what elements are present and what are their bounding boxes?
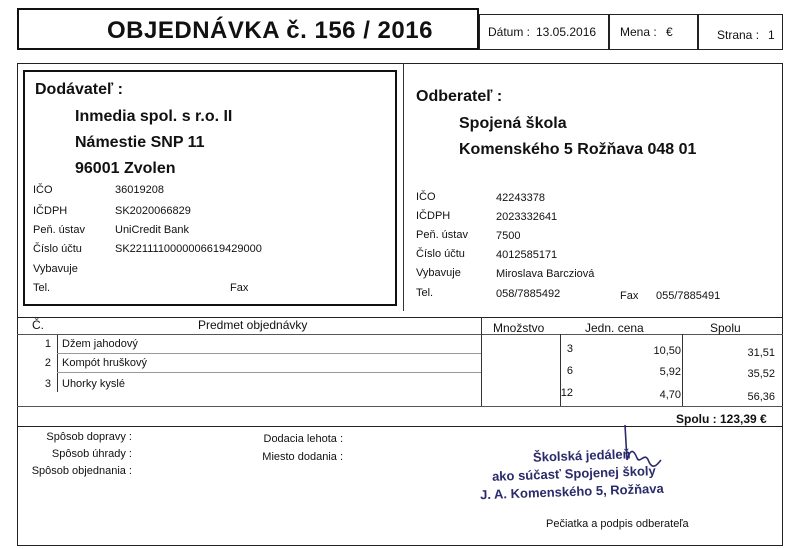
table-row: [17, 373, 783, 403]
sum-value: 123,39 €: [720, 412, 767, 426]
sum-label: Spolu :: [676, 412, 717, 426]
supplier-account-value: SK2211110000006619429000: [115, 243, 262, 255]
supplier-name: Inmedia spol. s r.o. II: [75, 108, 233, 125]
row-total: 56,36: [747, 391, 775, 403]
row-price: 10,50: [653, 345, 681, 357]
row-qty: 3: [566, 343, 573, 355]
payment-label: Spôsob úhrady :: [51, 448, 132, 460]
signature-label: Pečiatka a podpis odberateľa: [546, 518, 689, 530]
supplier-icdph-label: IČDPH: [33, 205, 68, 217]
row-item: Džem jahodový: [62, 338, 138, 350]
row-total: 31,51: [747, 347, 775, 359]
header-qty: Množstvo: [493, 321, 545, 335]
supplier-bank-label: Peň. ústav: [33, 224, 85, 236]
supplier-box: [23, 70, 397, 306]
customer-account-label: Číslo účtu: [416, 248, 465, 260]
row-item: Kompót hruškový: [62, 357, 147, 369]
supplier-bank-value: UniCredit Bank: [115, 224, 189, 236]
customer-ico-label: IČO: [416, 191, 436, 203]
row-price: 5,92: [659, 366, 681, 378]
customer-fax-value: 055/7885491: [656, 290, 721, 302]
customer-heading: Odberateľ :: [416, 88, 503, 105]
customer-contact-value: Miroslava Barcziová: [496, 268, 595, 280]
row-no-divider: [57, 354, 58, 373]
customer-account-value: 4012585171: [496, 249, 558, 261]
header-no: Č.: [32, 318, 44, 332]
customer-bank-label: Peň. ústav: [416, 229, 468, 241]
customer-name: Spojená škola: [459, 115, 567, 132]
row-no: 1: [44, 338, 51, 350]
supplier-street: Námestie SNP 11: [75, 134, 205, 151]
customer-fax-label: Fax: [620, 290, 639, 302]
customer-icdph-label: IČDPH: [416, 210, 451, 222]
page-box: [698, 14, 783, 50]
page-value: 1: [768, 28, 775, 42]
table-row: [17, 335, 783, 359]
order-method-label: Spôsob objednania :: [31, 465, 132, 477]
date-box: [479, 14, 609, 50]
row-total: 35,52: [747, 368, 775, 380]
row-qty: 6: [566, 365, 573, 377]
stamp-line-3: J. A. Komenského 5, Rožňava: [479, 480, 664, 503]
stamp-line-2: ako súčasť Spojenej školy: [491, 463, 656, 484]
supplier-city: 96001 Zvolen: [75, 160, 176, 177]
customer-tel-label: Tel.: [416, 287, 434, 299]
signature-scribble: [615, 420, 665, 480]
title-box: [17, 8, 479, 50]
row-no-divider: [57, 335, 58, 354]
supplier-ico-value: 36019208: [115, 184, 164, 196]
supplier-icdph-value: SK2020066829: [115, 205, 191, 217]
table-sum-line: [17, 406, 783, 407]
stamp-line-1: Školská jedáleň: [532, 446, 631, 465]
row-no: 2: [44, 357, 51, 369]
currency-box: [609, 14, 698, 50]
customer-divider: [403, 63, 404, 311]
transport-label: Spôsob dopravy :: [46, 431, 132, 443]
delivery-time-label: Dodacia lehota :: [263, 433, 343, 445]
customer-icdph-value: 2023332641: [496, 211, 558, 223]
page-label: Strana :: [717, 28, 760, 42]
row-qty: 12: [560, 387, 573, 399]
date-label: Dátum :: [488, 25, 531, 39]
customer-contact-label: Vybavuje: [416, 267, 461, 279]
header-total: Spolu: [710, 321, 741, 335]
currency-label: Mena :: [620, 25, 657, 39]
header-item: Predmet objednávky: [198, 318, 308, 332]
delivery-place-label: Miesto dodania :: [262, 451, 343, 463]
currency-value: €: [666, 25, 673, 39]
row-item: Uhorky kyslé: [62, 378, 125, 390]
supplier-heading: Dodávateľ :: [35, 81, 123, 98]
supplier-fax-label: Fax: [230, 282, 249, 294]
customer-tel-value: 058/7885492: [496, 288, 561, 300]
customer-address: Komenského 5 Rožňava 048 01: [459, 141, 697, 158]
customer-bank-value: 7500: [496, 230, 521, 242]
supplier-contact-label: Vybavuje: [33, 263, 78, 275]
customer-ico-value: 42243378: [496, 192, 545, 204]
supplier-tel-label: Tel.: [33, 282, 51, 294]
order-title: OBJEDNÁVKA č. 156 / 2016: [107, 17, 433, 44]
row-price: 4,70: [659, 389, 681, 401]
table-row: [17, 354, 783, 380]
date-value: 13.05.2016: [536, 25, 597, 39]
row-no-divider: [57, 373, 58, 392]
supplier-account-label: Číslo účtu: [33, 243, 82, 255]
row-no: 3: [44, 378, 51, 390]
header-price: Jedn. cena: [585, 321, 644, 335]
supplier-ico-label: IČO: [33, 184, 53, 196]
